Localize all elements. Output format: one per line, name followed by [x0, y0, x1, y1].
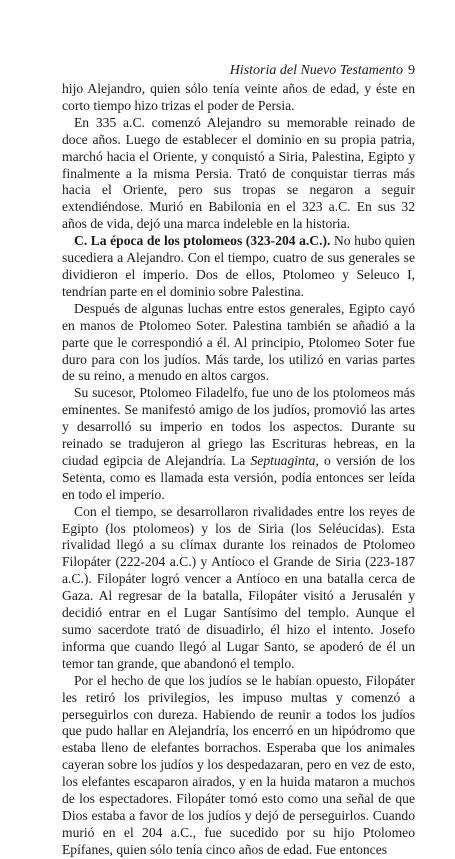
- body-text: [62, 81, 415, 859]
- paragraph: [62, 504, 415, 673]
- paragraph: [62, 233, 415, 301]
- paragraph-text: , o versión de los Setenta, como es llamada esta versión, podía entonces ser leída en todo el imperio.: [62, 452, 415, 502]
- paragraph-text: Su sucesor, Ptolomeo Filadelfo, fue uno de los ptolomeos más eminentes. Se manifestó amigo de los judíos, promovió las artes y desarrolló su imperio en todos los aspectos. Durante su reinado se tradujeron al griego las Escrituras hebreas, en la ciudad egipcia de Alejandría. La: [62, 385, 415, 468]
- page-number: 9: [408, 63, 415, 78]
- paragraph-text: Con el tiempo, se desarrollaron rivalidades entre los reyes de Egipto (los ptolomeos) y los de Siria (los Seléucidas). Esta rivalidad llegó a su clímax durante los reinados de Ptolomeo Filopáter (222-204 a.C.) y Antíoco el Grande de Siria (223-187 a.C.). Filopáter logró vencer a Antíoco en una batalla cerca de Gaza. Al regresar de la batalla, Filopáter visitó a Jerusalén y decidió entrar en el Lugar Santísimo del templo. Aunque el sumo sacerdote trató de disuadirlo, él hizo el intento. Josefo informa que cuando llegó al Lugar Santo, se apoderó de él un temor tan grande, que abandonó el templo.: [62, 503, 415, 671]
- running-head: [62, 62, 415, 80]
- paragraph-text: En 335 a.C. comenzó Alejandro su memorable reinado de doce años. Luego de establecer el dominio en su propia patria, marchó hacia el Oriente, y conquistó a Siria, Palestina, Egipto y finalmente a la misma Persia. Trató de conquistar tierras más hacia el Oriente, pero sus tropas se negaron a seguir extendiéndose. Murió en Babilonia en el 323 a.C. En sus 32 años de vida, dejó una marca indeleble en la historia.: [62, 114, 415, 232]
- paragraph: [62, 81, 415, 115]
- running-head-title: Historia del Nuevo Testamento: [229, 63, 403, 78]
- paragraph-text: hijo Alejandro, quien sólo tenía veinte años de edad, y éste en corto tiempo hizo trizas el poder de Persia.: [62, 81, 415, 113]
- italic-term: Septuaginta: [250, 452, 316, 468]
- paragraph-text: Después de algunas luchas entre estos generales, Egipto cayó en manos de Ptolomeo Soter. Palestina también se añadió a la parte que le correspondió a él. Al principio, Ptolomeo Soter fue duro para con los judíos. Más tarde, los utilizó en varias partes de su reino, a menudo en altos cargos.: [62, 300, 415, 384]
- paragraph: [62, 115, 415, 233]
- paragraph: [62, 385, 415, 503]
- paragraph: [62, 673, 415, 859]
- paragraph-text: No hubo quien sucediera a Alejandro. Con el tiempo, cuatro de sus generales se dividieron el imperio. Dos de ellos, Ptolomeo y Seleuco I, tendrían parte en el dominio sobre Palestina.: [62, 233, 416, 299]
- paragraph-text: Por el hecho de que los judíos se le habían opuesto, Filopáter les retiró los privilegios, les impuso multas y comenzó a perseguirlos con dureza. Habiendo de reunir a todos los judíos que pudo hallar en Alejandría, los encerró en un hipódromo que estaba lleno de elefantes borrachos. Esperaba que los animales cayeran sobre los judíos y los despedazaran, pero en vez de esto, los elefantes escaparon airados, y en la huida mataron a muchos de los espectadores. Filopáter tomó esto como una señal de que Dios estaba a favor de los judíos y dejó de perseguirlos. Cuando murió en el 204 a.C., fue sucedido por su hijo Ptolomeo Epífanes, quien sólo tenía cinco años de edad. Fue entonces: [62, 672, 415, 857]
- paragraph: [62, 301, 415, 386]
- section-heading: C. La época de los ptolomeos (323-204 a.C.).: [74, 233, 331, 249]
